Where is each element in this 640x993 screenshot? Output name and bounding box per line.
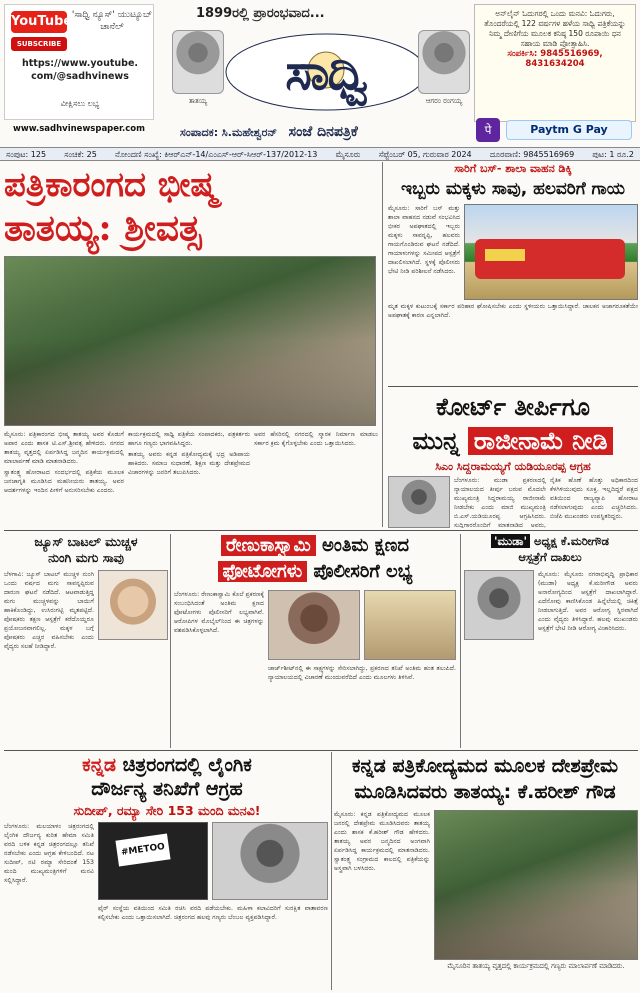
metoo-line1	[4, 753, 330, 777]
metoo-body2: ಫೈರ್ ಸಂಸ್ಥೆಯ ವತಿಯಿಂದ ಸಮಿತಿ ರಚಿಸಿ ವರದಿ ಪಡೆಯಬೇಕು. ಮಹಿಳಾ ಕಲಾವಿದರಿಗೆ ಸುರಕ್ಷಿತ ವಾತಾವರಣ ಕಲ್ಪಿಸಬೇಕು ಎಂದು ಒತ್ತಾಯಿಸಲಾಗಿದೆ. ಚಿತ್ರರಂಗದ ಹಲವು ಗಣ್ಯರು ಬೆಂಬಲ ವ್ಯಕ್ತಪಡಿಸಿದ್ದಾರೆ.	[98, 905, 328, 921]
juice-headline-line1: ಜ್ಯೂಸ್ ಬಾಟಲ್ ಮುಚ್ಚಳ	[34, 534, 138, 549]
lead-headline[interactable]	[4, 164, 380, 250]
date: ಸೆಪ್ಟೆಂಬರ್ 05, ಗುರುವಾರ 2024	[378, 150, 472, 159]
renuka-line1	[174, 533, 456, 559]
muda-headline[interactable]	[464, 533, 636, 565]
patrika-line2: ಮೂಡಿಸಿದವರು ತಾತಯ್ಯ: ಕೆ.ಹರೀಶ್ ಗೌಡ	[354, 781, 616, 803]
portrait-agaram-rangayya	[418, 30, 470, 94]
bus-photo	[464, 204, 638, 300]
divider	[388, 386, 638, 387]
column-rule	[460, 534, 461, 748]
renuka-line2-post: ಪೊಲೀಸರಿಗೆ ಲಭ್ಯ	[313, 561, 413, 582]
subscribe-button[interactable]: SUBSCRIBE	[11, 37, 67, 51]
bus-body: ಮೈಸೂರು: ಸಾರಿಗೆ ಬಸ್ ಮತ್ತು ಶಾಲಾ ವಾಹನದ ನಡುವೆ ಸಂಭವಿಸಿದ ಭೀಕರ ಅಪಘಾತದಲ್ಲಿ ಇಬ್ಬರು ಮಕ್ಕಳು ಸಾವನ್ನಪ್ಪಿ, ಹಲವರು ಗಾಯಗೊಂಡಿರುವ ಘಟನೆ ನಡೆದಿದೆ. ಗಾಯಾಳುಗಳನ್ನು ಸಮೀಪದ ಆಸ್ಪತ್ರೆಗೆ ದಾಖಲಿಸಲಾಗಿದೆ. ಸ್ಥಳಕ್ಕೆ ಪೊಲೀಸರು ಭೇಟಿ ನೀಡಿ ಪರಿಶೀಲನೆ ನಡೆಸಿದರು.	[388, 205, 460, 275]
court-headline[interactable]	[388, 390, 638, 458]
lead-photo	[4, 256, 376, 426]
patrika-body: ಮೈಸೂರು: ಕನ್ನಡ ಪತ್ರಿಕೋದ್ಯಮದ ಮೂಲಕ ಜನರಲ್ಲಿ ದೇಶಪ್ರೇಮ ಮೂಡಿಸಿದವರು ತಾತಯ್ಯ ಎಂದು ಶಾಸಕ ಕೆ.ಹರೀಶ್ ಗೌಡ ಹೇಳಿದರು. ತಾತಯ್ಯ ಅವರ ಜನ್ಮದಿನದ ಅಂಗವಾಗಿ ಏರ್ಪಡಿಸಿದ್ದ ಕಾರ್ಯಕ್ರಮದಲ್ಲಿ ಮಾತನಾಡಿದರು. ಸ್ವಾತಂತ್ರ್ಯ ಸಂಗ್ರಾಮದ ಕಾಲದಲ್ಲಿ ಪತ್ರಿಕೆಯನ್ನು ಅಸ್ತ್ರವಾಗಿ ಬಳಸಿದರು.	[334, 811, 430, 872]
title-text: ಸಾಧ್ವಿ	[285, 42, 367, 101]
renuka-photo	[268, 590, 360, 660]
city: ಮೈಸೂರು	[335, 150, 361, 159]
editor-line	[180, 124, 460, 140]
metoo-photo	[98, 822, 208, 900]
since-tagline: 1899ರಲ್ಲಿ ಪ್ರಾರಂಭವಾದ...	[196, 6, 325, 21]
bus-headline[interactable]: ಇಬ್ಬರು ಮಕ್ಕಳು ಸಾವು, ಹಲವರಿಗೆ ಗಾಯ	[401, 179, 625, 199]
website-link[interactable]: www.sadhvinewspaper.com	[13, 124, 145, 134]
divider	[4, 530, 638, 531]
pages: ಪುಟ: 1 ರೂ.2	[592, 150, 634, 159]
court-body: ಬೆಂಗಳೂರು: ಮುಡಾ ಪ್ರಕರಣದಲ್ಲಿ ನ್ಯಾಯಾಲಯದ ತೀರ್ಪು ಬರುವ ಮೊದಲೇ ಮುಖ್ಯಮಂತ್ರಿ ಸಿದ್ದರಾಮಯ್ಯ ರಾಜೀನಾಮೆ ನೀಡಬೇಕು ಎಂದು ಮಾಜಿ ಮುಖ್ಯಮಂತ್ರಿ ಬಿ.ಎಸ್.ಯಡಿಯೂರಪ್ಪ ಆಗ್ರಹಿಸಿದರು. ಸುದ್ದಿಗಾರರೊಂದಿಗೆ ಮಾತನಾಡಿದ ಅವರು,	[454, 477, 546, 528]
bus-stripe	[485, 249, 525, 261]
youtube-url[interactable]	[7, 57, 153, 83]
divider	[4, 750, 638, 751]
metoo-subheadline: ಸುದೀಪ್, ರಮ್ಯಾ ಸೇರಿ 153 ಮಂದಿ ಮನವಿ!	[73, 803, 261, 818]
payment-bar	[476, 116, 636, 144]
lead-body-col1	[4, 430, 124, 530]
youtube-url-line2: com/@sadhvinews	[31, 71, 129, 82]
youtube-promo[interactable]	[4, 4, 154, 120]
muda-tag: 'ಮುಡಾ'	[491, 534, 530, 548]
portrait-tatayya	[172, 30, 224, 94]
issue: ಸಂಚಿಕೆ: 25	[64, 150, 97, 159]
metoo-body: ಬೆಂಗಳೂರು: ಮಲಯಾಳಂ ಚಿತ್ರರಂಗದಲ್ಲಿ ಲೈಂಗಿಕ ದೌರ್ಜನ್ಯ ಕುರಿತ ಹೇಮಾ ಸಮಿತಿ ವರದಿ ಬಳಿಕ ಕನ್ನಡ ಚಿತ್ರರಂಗದಲ್ಲೂ ತನಿಖೆ ನಡೆಸಬೇಕು ಎಂದು ಆಗ್ರಹ ಕೇಳಿಬಂದಿದೆ. ನಟ ಸುದೀಪ್, ನಟಿ ರಮ್ಯಾ ಸೇರಿದಂತೆ 153 ಮಂದಿ ಮುಖ್ಯಮಂತ್ರಿಗಳಿಗೆ ಮನವಿ ಸಲ್ಲಿಸಿದ್ದಾರೆ.	[4, 823, 94, 884]
juice-headline[interactable]	[4, 534, 168, 566]
patrika-caption: ಮೈಸೂರಿನ ತಾತಯ್ಯ ವೃತ್ತದಲ್ಲಿ ಕಾರ್ಯಕ್ರಮದಲ್ಲಿ ಗಣ್ಯರು ಮಾಲಾರ್ಪಣೆ ಮಾಡಿದರು.	[447, 962, 625, 970]
renuka-body: ಬೆಂಗಳೂರು: ರೇಣುಕಾಸ್ವಾಮಿ ಕೊಲೆ ಪ್ರಕರಣಕ್ಕೆ ಸಂಬಂಧಿಸಿದಂತೆ ಅಂತಿಮ ಕ್ಷಣದ ಫೋಟೋಗಳು ಪೊಲೀಸರಿಗೆ ಲಭ್ಯವಾಗಿವೆ. ಆರೋಪಿಗಳ ಮೊಬೈಲ್‌ನಿಂದ ಈ ಚಿತ್ರಗಳನ್ನು ವಶಪಡಿಸಿಕೊಳ್ಳಲಾಗಿದೆ.	[174, 591, 264, 634]
lead-para-5: ಅವರ ಹೆಸರಿನಲ್ಲಿ ನಗರದಲ್ಲಿ ಸ್ಮಾರಕ ನಿರ್ಮಾಣ ಮಾಡಲು ಸರ್ಕಾರ ಕ್ರಮ ಕೈಗೊಳ್ಳಬೇಕು ಎಂದು ಒತ್ತಾಯಿಸಿದರು.	[254, 431, 378, 447]
editor-label: ಸಂಪಾದಕ: ಸಿ.ಮಹೇಶ್ವರನ್	[180, 126, 278, 139]
court-headline-line1: ಕೋರ್ಟ್ ತೀರ್ಪಿಗೂ	[435, 393, 590, 421]
metoo-line2: ದೌರ್ಜನ್ಯ ತನಿಖೆಗೆ ಆಗ್ರಹ	[91, 778, 243, 800]
info-strip	[0, 147, 640, 161]
juice-body: ಬೆಳಗಾವಿ: ಜ್ಯೂಸ್ ಬಾಟಲ್ ಮುಚ್ಚಳ ನುಂಗಿ ಒಂದು ವರ್ಷದ ಮಗು ಸಾವನ್ನಪ್ಪಿರುವ ದಾರುಣ ಘಟನೆ ನಡೆದಿದೆ. ಆಟವಾಡುತ್ತಿದ್ದ ಮಗು ಮುಚ್ಚಳವನ್ನು ಬಾಯಿಗೆ ಹಾಕಿಕೊಂಡಿದ್ದು, ಉಸಿರುಗಟ್ಟಿ ಮೃತಪಟ್ಟಿದೆ. ಪೋಷಕರು ತಕ್ಷಣ ಆಸ್ಪತ್ರೆಗೆ ಕರೆದೊಯ್ದರೂ ಪ್ರಯೋಜನವಾಗಲಿಲ್ಲ. ಮಕ್ಕಳ ಬಗ್ಗೆ ಪೋಷಕರು ಎಚ್ಚರ ವಹಿಸಬೇಕು ಎಂದು ವೈದ್ಯರು ಸಲಹೆ ನೀಡಿದ್ದಾರೆ.	[4, 571, 94, 650]
renuka-body2: ಚಾರ್ಜ್‌ಶೀಟ್‌ನಲ್ಲಿ ಈ ಸಾಕ್ಷ್ಯಗಳನ್ನು ಸೇರಿಸಲಾಗಿದ್ದು, ಪ್ರಕರಣದ ತನಿಖೆ ಅಂತಿಮ ಹಂತ ತಲುಪಿದೆ. ನ್ಯಾಯಾಲಯದಲ್ಲಿ ವಿಚಾರಣೆ ಮುಂದುವರೆದಿದೆ ಎಂದು ಮೂಲಗಳು ತಿಳಿಸಿವೆ.	[268, 665, 456, 681]
bus-kicker: ಸಾರಿಗೆ ಬಸ್- ಶಾಲಾ ವಾಹನ ಡಿಕ್ಕಿ	[454, 162, 572, 175]
lead-para-4: ತಾತಯ್ಯ ಅವರು ಕನ್ನಡ ಪತ್ರಿಕೋದ್ಯಮಕ್ಕೆ ಭದ್ರ ಅಡಿಪಾಯ ಹಾಕಿದರು. ಸಮಾಜ ಸುಧಾರಣೆ, ಶಿಕ್ಷಣ ಮತ್ತು ದೇಶಪ್ರೇಮದ ವಿಚಾರಗಳನ್ನು ಜನರಿಗೆ ತಲುಪಿಸಿದರು.	[128, 451, 250, 476]
registration: ನೋಂದಣಿ ಸಂಖ್ಯೆ: ಕಿಆರ್‌ಎನ್-14/ಎಂಎಸ್-ಆರ್-ಸಿಆರ್-137/2012-13	[115, 150, 318, 159]
marigowda-photo	[464, 570, 534, 640]
phonepe-icon[interactable]: पे	[476, 118, 500, 142]
lead-headline-line2: ತಾತಯ್ಯ: ಶ್ರೀವತ್ಸ	[4, 207, 202, 249]
court-headline-pre: ಮುನ್ನ	[412, 427, 460, 455]
portrait-tatayya-caption: ತಾತಯ್ಯ	[188, 97, 208, 105]
lead-para-2: ಸ್ವಾತಂತ್ರ್ಯ ಹೋರಾಟದ ಸಂದರ್ಭದಲ್ಲಿ ಪತ್ರಿಕೆಯ ಮೂಲಕ ಜನಜಾಗೃತಿ ಮೂಡಿಸಿದ ಮಹನೀಯರು ತಾತಯ್ಯ. ಅವರ ಆದರ್ಶಗಳನ್ನು ಇಂದಿನ ಪೀಳಿಗೆ ಅನುಸರಿಸಬೇಕು ಎಂದರು.	[4, 469, 124, 494]
patrika-photo	[434, 810, 638, 960]
actors-photo	[212, 822, 328, 900]
bus-body2: ಮೃತ ಮಕ್ಕಳ ಕುಟುಂಬಕ್ಕೆ ಸರ್ಕಾರ ಪರಿಹಾರ ಘೋಷಿಸಬೇಕು ಎಂದು ಸ್ಥಳೀಯರು ಒತ್ತಾಯಿಸಿದ್ದಾರೆ. ಚಾಲಕನ ಅಜಾಗರೂಕತೆಯೇ ಅಪಘಾತಕ್ಕೆ ಕಾರಣ ಎನ್ನಲಾಗಿದೆ.	[388, 303, 638, 319]
youtube-url-line1: https://www.youtube.	[21, 58, 138, 69]
patrika-line1: ಕನ್ನಡ ಪತ್ರಿಕೋದ್ಯಮದ ಮೂಲಕ ದೇಶಪ್ರೇಮ	[351, 755, 619, 777]
renuka-line1-red: ರೇಣುಕಾಸ್ವಾಮಿ	[221, 535, 316, 556]
lead-para-3: ಕಾರ್ಯಕ್ರಮದಲ್ಲಿ ಸಾಧ್ವಿ ಪತ್ರಿಕೆಯ ಸಂಪಾದಕರು, ಪತ್ರಕರ್ತರು ಹಾಗೂ ಗಣ್ಯರು ಭಾಗವಹಿಸಿದ್ದರು.	[128, 431, 250, 447]
lead-headline-line1: ಪತ್ರಿಕಾರಂಗದ ಭೀಷ್ಮ	[4, 165, 219, 205]
column-rule	[382, 162, 383, 527]
lead-para-1: ಮೈಸೂರು: ಪತ್ರಿಕಾರಂಗದ ಭೀಷ್ಮ ತಾತಯ್ಯ ಅವರ ಕೊಡುಗೆ ಅಪಾರ ಎಂದು ಶಾಸಕ ಟಿ.ಎಸ್.ಶ್ರೀವತ್ಸ ಹೇಳಿದರು. ನಗರದ ತಾತಯ್ಯ ವೃತ್ತದಲ್ಲಿ ಏರ್ಪಡಿಸಿದ್ದ ಜನ್ಮದಿನ ಕಾರ್ಯಕ್ರಮದಲ್ಲಿ ಮಾಲಾರ್ಪಣೆ ಮಾಡಿ ಮಾತನಾಡಿದರು.	[4, 431, 124, 465]
metoo-line1-post: ಚಿತ್ರರಂಗದಲ್ಲಿ ಲೈಂಗಿಕ	[122, 754, 252, 776]
renuka-photo-2	[364, 590, 456, 660]
column-rule	[170, 534, 171, 748]
muda-line1-text: ಅಧ್ಯಕ್ಷ ಕೆ.ಮರೀಗೌಡ	[534, 534, 610, 548]
renuka-line2	[174, 559, 456, 585]
juice-headline-line2: ನುಂಗಿ ಮಗು ಸಾವು	[48, 550, 124, 565]
lead-body-col3	[254, 430, 378, 530]
yediyurappa-photo	[388, 476, 450, 528]
donation-ad-text: ಅನ್‌ಲೈನ್ ಓದುಗರಲ್ಲಿ ಒಂದು ಮನವಿ: ಓದುಗರು, ತೊಂದರೆಯಲ್ಲಿ 122 ವರ್ಷಗಳ ಹಳೆಯ ಸಾಧ್ವಿ ಪತ್ರಿಕೆಯನ್ನು ನಿಮ್ಮ ದೇಣಿಗೆಯ ಮೂಲಕ ಕನಿಷ್ಠ 150 ರೂಪಾಯಿ ಧನ ಸಹಾಯ ಮಾಡಿ ಪ್ರೋತ್ಸಾಹಿಸಿ.	[484, 9, 626, 48]
court-body2: ನೈತಿಕ ಹೊಣೆ ಹೊತ್ತು ಅಧಿಕಾರದಿಂದ ಕೆಳಗಿಳಿಯುವುದು ಸೂಕ್ತ. ಇಲ್ಲದಿದ್ದರೆ ಪಕ್ಷದ ವತಿಯಿಂದ ರಾಜ್ಯವ್ಯಾಪಿ ಹೋರಾಟ ನಡೆಸಲಾಗುವುದು ಎಂದು ಎಚ್ಚರಿಸಿದರು. ಬಿಜೆಪಿ ಮುಖಂಡರು ಉಪಸ್ಥಿತರಿದ್ದರು.	[550, 477, 638, 520]
renuka-line2-red: ಫೋಟೋಗಳು	[218, 561, 308, 582]
donation-ad	[474, 4, 636, 122]
portrait-agaram-caption: ಆಗರಂ ರಂಗಯ್ಯ	[425, 97, 463, 105]
court-headline-line2	[388, 424, 638, 458]
youtube-channel-name: 'ಸಾಧ್ವಿ ನ್ಯೂಸ್' ಯುಟ್ಯೂಬ್ ಚಾನೆಲ್	[71, 10, 153, 32]
donation-ad-contact: ಸಂಪರ್ಕಿಸಿ: 9845516969, 8431634204	[507, 49, 603, 69]
masthead	[0, 0, 640, 146]
court-subheadline: ಸಿಎಂ ಸಿದ್ದರಾಮಯ್ಯಗೆ ಯಡಿಯೂರಪ್ಪ ಆಗ್ರಹ	[435, 460, 591, 473]
youtube-logo: YouTube	[11, 11, 67, 33]
metoo-card: #METOO	[115, 834, 170, 867]
phone: ದೂರವಾಣಿ: 9845516969	[489, 150, 575, 159]
edition-label: ಸಂಜೆ ದಿನಪತ್ರಿಕೆ	[288, 124, 358, 140]
paytm-gpay-badge[interactable]: Paytm G Pay	[506, 120, 632, 140]
youtube-note: ವೀಕ್ಷಿಸಲು ಲಭ್ಯ	[60, 99, 100, 108]
newspaper-title	[218, 28, 434, 116]
renuka-line1-post: ಅಂತಿಮ ಕ್ಷಣದ	[322, 535, 409, 556]
volume: ಸಂಪುಟ: 125	[6, 150, 47, 159]
metoo-headline[interactable]	[4, 753, 330, 801]
child-photo	[98, 570, 168, 640]
muda-body: ಮೈಸೂರು: ಮೈಸೂರು ನಗರಾಭಿವೃದ್ಧಿ ಪ್ರಾಧಿಕಾರ (ಮುಡಾ) ಅಧ್ಯಕ್ಷ ಕೆ.ಮರೀಗೌಡ ಅವರು ಅನಾರೋಗ್ಯದಿಂದ ಆಸ್ಪತ್ರೆಗೆ ದಾಖಲಾಗಿದ್ದಾರೆ. ಎದೆನೋವು ಕಾಣಿಸಿಕೊಂಡ ಹಿನ್ನೆಲೆಯಲ್ಲಿ ಚಿಕಿತ್ಸೆ ನೀಡಲಾಗುತ್ತಿದೆ. ಅವರ ಆರೋಗ್ಯ ಸ್ಥಿರವಾಗಿದೆ ಎಂದು ವೈದ್ಯರು ತಿಳಿಸಿದ್ದಾರೆ. ಹಲವು ಮುಖಂಡರು ಆಸ್ಪತ್ರೆಗೆ ಭೇಟಿ ನೀಡಿ ಆರೋಗ್ಯ ವಿಚಾರಿಸಿದರು.	[538, 571, 638, 632]
lead-body-col2	[128, 430, 250, 530]
renuka-headline[interactable]	[174, 533, 456, 585]
muda-line2: ಆಸ್ಪತ್ರೆಗೆ ದಾಖಲು	[518, 550, 582, 564]
metoo-red: ಕನ್ನಡ	[82, 754, 116, 776]
muda-line1	[464, 533, 636, 549]
court-headline-red: ರಾಜೀನಾಮೆ ನೀಡಿ	[468, 427, 614, 455]
patrika-headline[interactable]	[332, 753, 638, 805]
